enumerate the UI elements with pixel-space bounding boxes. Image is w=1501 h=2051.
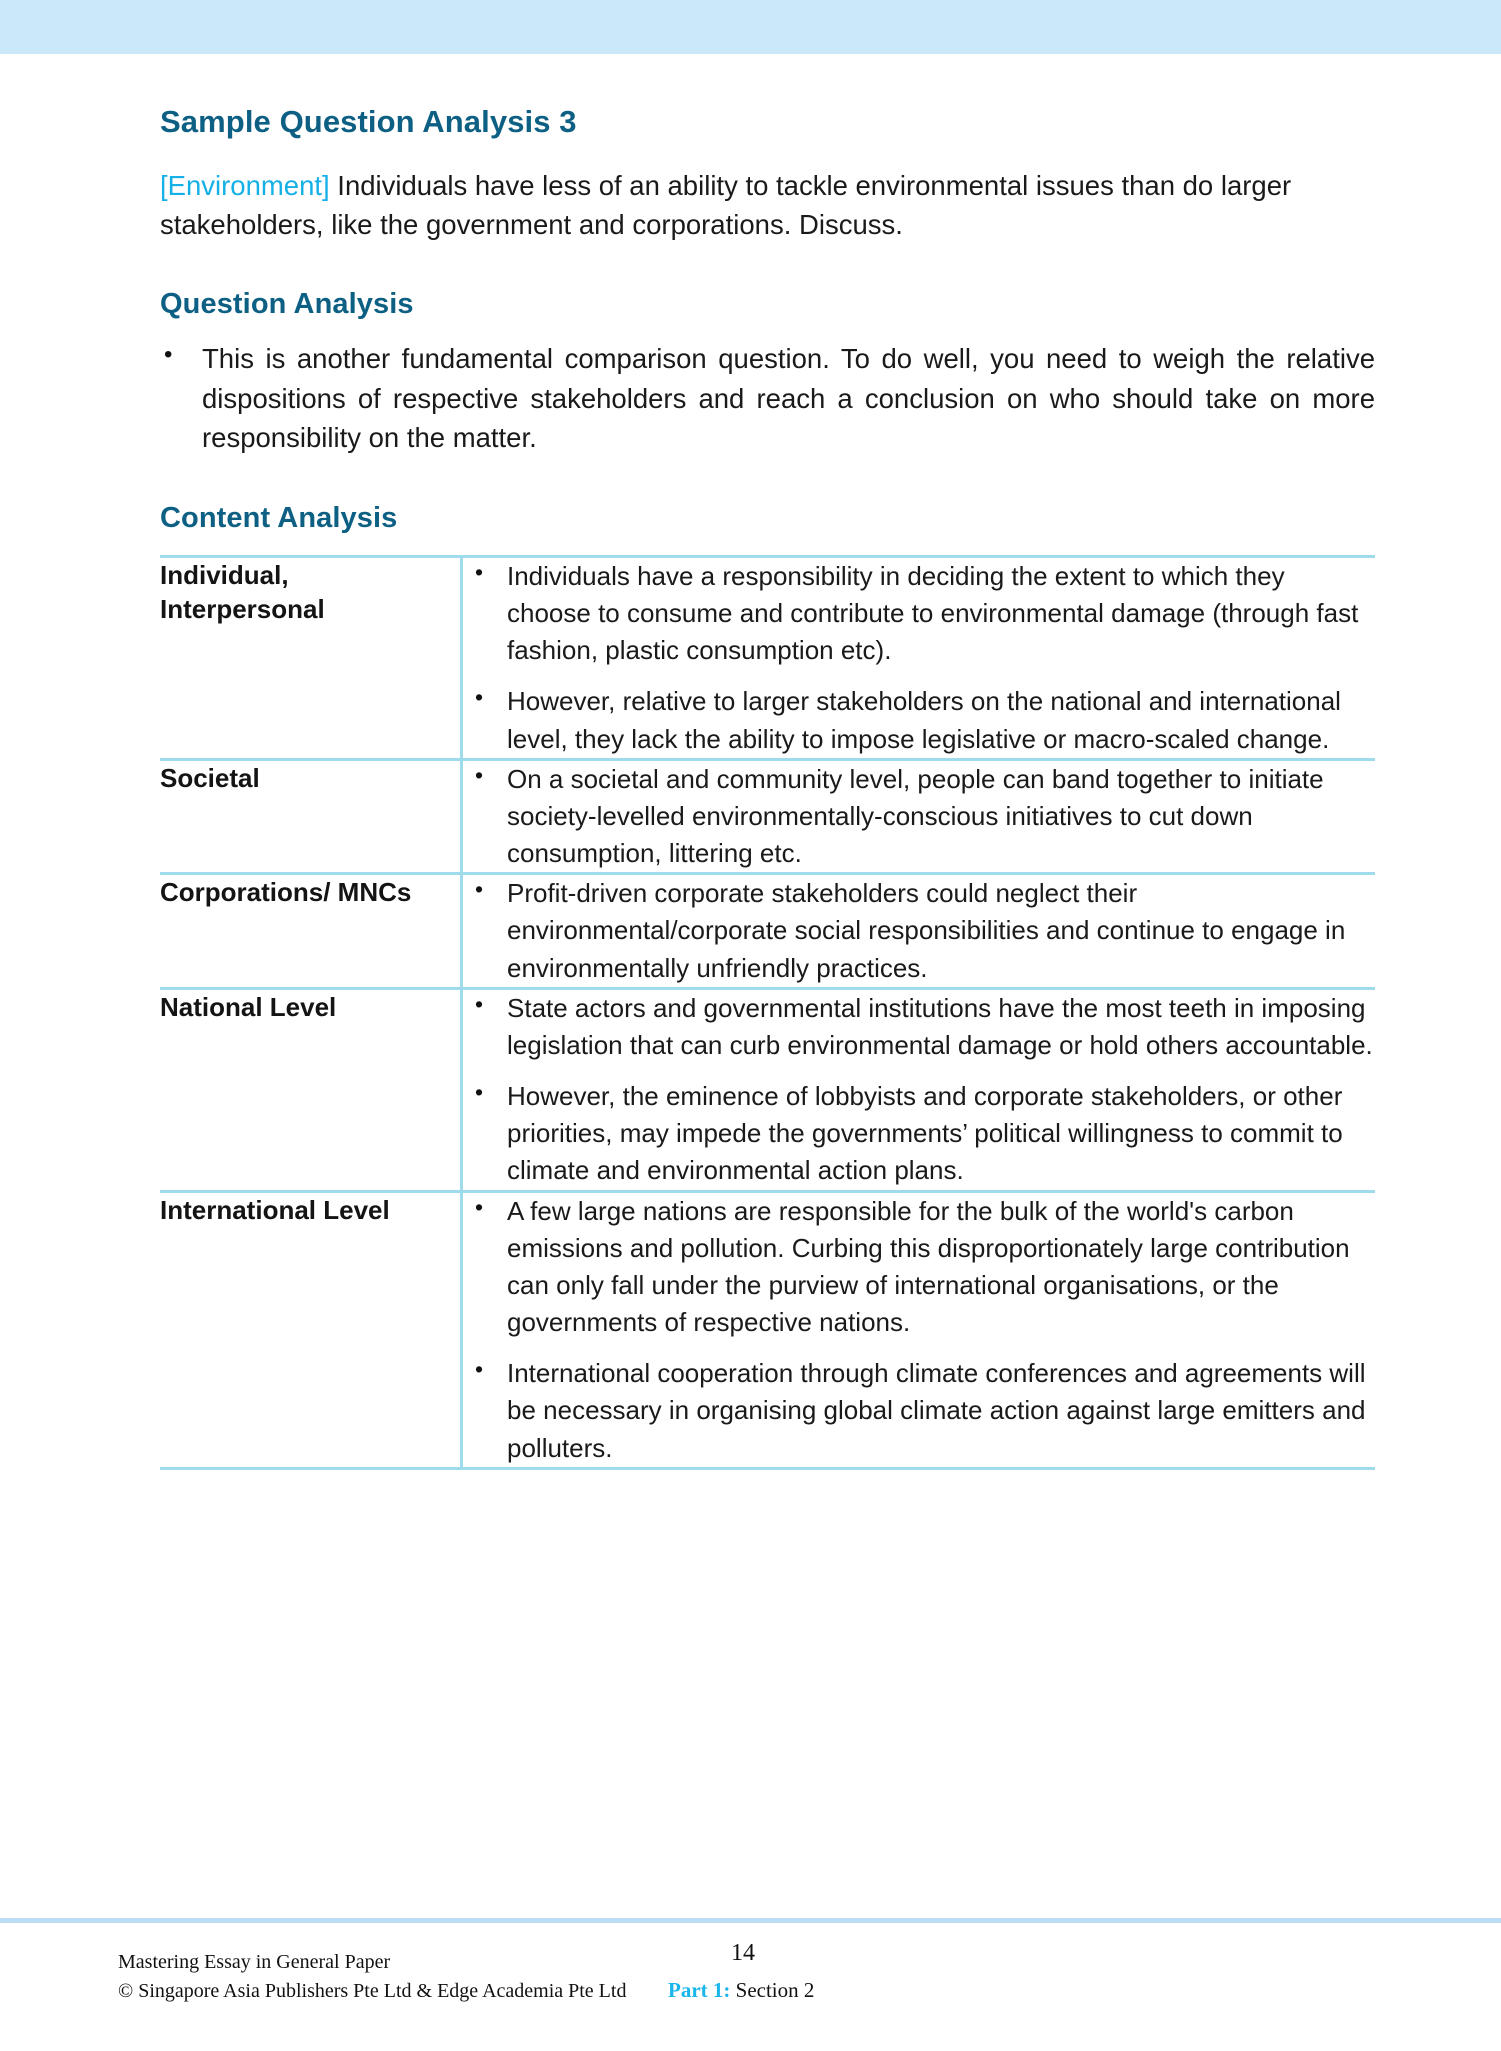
list-item: • This is another fundamental comparison question. To do well, you need to weigh the relative dispositions of respective stakeholders and reach a conclusion on who should take on more responsibility on the matter. <box>160 339 1375 458</box>
table-cell-points <box>462 1191 1376 1468</box>
footer-book-title: Mastering Essay in General Paper <box>118 1951 391 1973</box>
table-cell-category <box>160 759 462 874</box>
table-row <box>160 556 1375 759</box>
footer-left-block <box>118 1948 626 2006</box>
points-list <box>463 558 1375 758</box>
page-content <box>160 104 1375 1470</box>
table-cell-category <box>160 874 462 989</box>
list-item: • However, the eminence of lobbyists and corporate stakeholders, or other priorities, may impede the governments’ political willingness to commit to climate and environmental action plans. <box>463 1078 1375 1190</box>
points-list <box>463 761 1375 873</box>
table-cell-points <box>462 759 1376 874</box>
section-heading-content-analysis: Content Analysis <box>160 501 398 534</box>
footer-section-label <box>668 1978 814 2003</box>
category-label: National Level <box>160 991 337 1022</box>
table-row <box>160 1191 1375 1468</box>
category-label: Corporations/ MNCs <box>160 877 412 908</box>
category-label: Individual, Interpersonal <box>160 559 325 625</box>
list-item: • International cooperation through climate conferences and agreements will be necessary in organising global climate action against large emitters and polluters. <box>463 1355 1375 1467</box>
question-prompt-text: Individuals have less of an ability to tackle environmental issues than do larger stakeholders, like the government and corporations. Discuss. <box>160 170 1292 241</box>
category-label: International Level <box>160 1194 390 1225</box>
question-topic-tag: [Environment] <box>160 170 330 201</box>
points-list <box>463 1193 1375 1467</box>
page-footer <box>0 1938 1501 2018</box>
table-row <box>160 988 1375 1191</box>
list-item: • On a societal and community level, people can band together to initiate society-levelled environmentally-conscious initiatives to cut down consumption, littering etc. <box>463 761 1375 873</box>
category-label: Societal <box>160 762 260 793</box>
page-title: Sample Question Analysis 3 <box>160 104 577 139</box>
list-item: • State actors and governmental institutions have the most teeth in imposing legislation that can curb environmental damage or hold others accountable. <box>463 990 1375 1064</box>
footer-copyright: © Singapore Asia Publishers Pte Ltd & Edge Academia Pte Ltd <box>118 1980 627 2002</box>
content-analysis-table <box>160 555 1375 1470</box>
list-item: • A few large nations are responsible for the bulk of the world's carbon emissions and pollution. Curbing this disproportionately large contribution can only fall under the purview of international organisations, or the governments of respective nations. <box>463 1193 1375 1342</box>
footer-part-label: Part 1: <box>668 1978 731 2002</box>
question-analysis-list <box>160 339 1375 458</box>
table-row <box>160 759 1375 874</box>
footer-section-name: Section 2 <box>730 1978 815 2002</box>
table-cell-category <box>160 1191 462 1468</box>
list-item: • However, relative to larger stakeholders on the national and international level, they lack the ability to impose legislative or macro-scaled change. <box>463 683 1375 757</box>
section-heading-question-analysis: Question Analysis <box>160 288 414 321</box>
points-list <box>463 990 1375 1190</box>
page-top-band <box>0 0 1501 54</box>
list-item: • Individuals have a responsibility in deciding the extent to which they choose to consume and contribute to environmental damage (through fast fashion, plastic consumption etc). <box>463 558 1375 670</box>
question-prompt <box>160 166 1375 244</box>
table-cell-points <box>462 874 1376 989</box>
footer-divider <box>0 1918 1501 1923</box>
points-list <box>463 875 1375 987</box>
table-cell-category <box>160 556 462 759</box>
table-cell-points <box>462 556 1376 759</box>
footer-page-number: 14 <box>731 1940 755 1966</box>
list-item: • Profit-driven corporate stakeholders could neglect their environmental/corporate social responsibilities and continue to engage in environmentally unfriendly practices. <box>463 875 1375 987</box>
table-cell-category <box>160 988 462 1191</box>
table-row <box>160 874 1375 989</box>
table-cell-points <box>462 988 1376 1191</box>
